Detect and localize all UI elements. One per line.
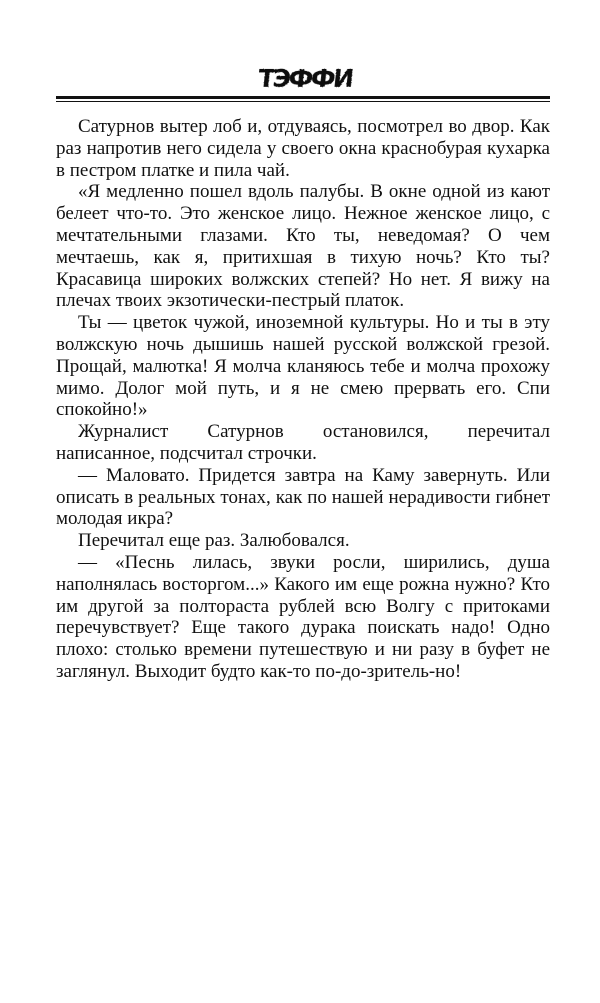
author-wordmark bbox=[256, 58, 354, 94]
running-title-text: ТЭФФИ bbox=[256, 64, 354, 93]
paragraph: Журналист Сатурнов остановился, перечитал написанное, подсчитал строчки. bbox=[56, 421, 550, 464]
paragraph: «Я медленно пошел вдоль палубы. В окне одной из кают белеет что-то. Это женское лицо. Нежное женское лицо, с мечтательными глазами. Кто ты, неведомая? О чем мечтаешь, как я, притихшая в тихую ночь? Кто ты? Красавица широких волжских степей? Но нет. Я вижу на плечах твоих экзотически-пестрый платок. bbox=[56, 181, 550, 312]
paragraph: Перечитал еще раз. Залюбовался. bbox=[78, 530, 350, 552]
body-text bbox=[56, 116, 550, 683]
paragraph: Сатурнов вытер лоб и, отдуваясь, посмотрел во двор. Как раз напротив него сидела у своего окна краснобурая кухарка в пестром платке и пила чай. bbox=[56, 116, 550, 181]
paragraph: — Маловато. Придется завтра на Каму завернуть. Или описать в реальных тонах, как по нашей нерадивости гибнет молодая икра? bbox=[56, 464, 550, 530]
paragraph: Ты — цветок чужой, иноземной культуры. Но и ты в эту волжскую ночь дышишь нашей русской волжской грезой. Прощай, малютка! Я молча кланяюсь тебе и молча прохожу мимо. Долог мой путь, и я не смею прервать его. Спи спокойно!» bbox=[56, 312, 550, 421]
header-rule-thick bbox=[56, 96, 550, 99]
header-rule-thin bbox=[56, 101, 550, 102]
paragraph: — «Песнь лилась, звуки росли, ширились, душа наполнялась восторгом...» Какого им еще рожна нужно? Кто им другой за полтораста рублей всю Волгу с притоками перечувствует? Еще такого дурака поискать надо! Одно плохо: столько времени путешествую и ни разу в буфет не заглянул. Выходит будто как-то по-до-зритель-но! bbox=[56, 551, 550, 682]
running-head-logo bbox=[256, 58, 354, 94]
